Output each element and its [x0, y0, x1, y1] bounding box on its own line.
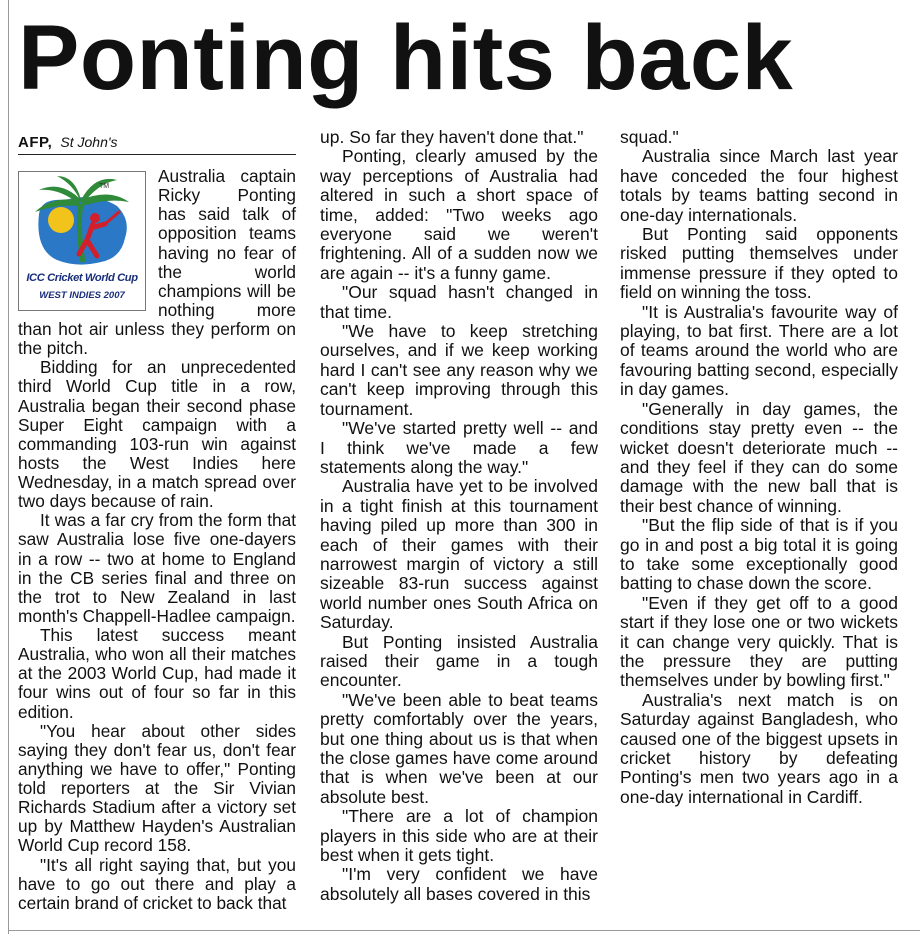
- paragraph: Australia have yet to be involved in a tight finish at this tournament having piled up more than 300 in each of their games with their narrowest margin of victory a still sizeable 83-run success against world number ones South Africa on Saturday.: [320, 476, 598, 633]
- paragraph: "Even if they get off to a good start if they lose one or two wickets it can change very quickly. That is the pressure they are putting themselves under by bowling first.": [620, 592, 898, 691]
- world-cup-logo: [18, 171, 146, 311]
- paragraph: "It is Australia's favourite way of playing, to bat first. There are a lot of teams around the world who are favouring batting second, especially in day games.: [620, 301, 898, 400]
- paragraph: "Our squad hasn't changed in that time.: [320, 282, 598, 322]
- paragraph: But Ponting said opponents risked putting themselves under immense pressure if they opted to field on winning the toss.: [620, 224, 898, 303]
- paragraph: "It's all right saying that, but you have to go out there and play a certain brand of cricket to back that: [18, 854, 296, 913]
- palm-tree-icon: [21, 174, 143, 268]
- paragraph: Australia's next match is on Saturday against Bangladesh, who caused one of the biggest upsets in cricket history by defeating Ponting's men two years ago in a one-day international in Cardiff.: [620, 689, 898, 807]
- paragraph: "But the flip side of that is if you go in and post a big total it is going to take some exceptionally good batting to chase down the score.: [620, 515, 898, 594]
- paragraph: "We have to keep stretching ourselves, and if we keep working hard I can't see any reason why we can't keep improving through this tournament.: [320, 321, 598, 419]
- paragraph: It was a far cry from the form that saw Australia lose five one-dayers in a row -- two at home to England in the CB series final and three on the trot to New Zealand in last month's Chappell-Hadlee campaign.: [18, 510, 296, 626]
- paragraph: This latest success meant Australia, who won all their matches at the 2003 World Cup, had made it four wins out of four so far in this edition.: [18, 625, 296, 722]
- column-3: [620, 128, 898, 807]
- left-border-rule: [8, 0, 9, 934]
- paragraph: Australia since March last year have conceded the four highest totals by teams batting second in one-day internationals.: [620, 146, 898, 225]
- logo-subtitle: WEST INDIES 2007: [39, 290, 125, 301]
- logo-trademark: TM: [99, 183, 110, 190]
- paragraph: "We've been able to beat teams pretty comfortably over the years, but one thing about us is that when the close games have come around that is when we've been at our absolute best.: [320, 689, 598, 807]
- paragraph: "There are a lot of champion players in this side who are at their best when it gets tight.: [320, 806, 598, 866]
- byline-place: St John's: [60, 134, 118, 150]
- paragraph: "Generally in day games, the conditions stay pretty even -- the wicket doesn't deteriorate much -- and they feel if they can do some damage with the new ball that is their best chance of winning.: [620, 398, 898, 516]
- paragraph: "You hear about other sides saying they don't fear us, don't fear anything we have to offer," Ponting told reporters at the Sir Vivian Richards Stadium after a victory set up by Matthew Hayden's Australian World Cup record 158.: [18, 720, 296, 856]
- column-2: [320, 128, 598, 904]
- paragraph: "We've started pretty well -- and I think we've made a few statements along the way.": [320, 418, 598, 477]
- byline-agency: AFP,: [18, 134, 53, 151]
- paragraph: Ponting, clearly amused by the way perceptions of Australia had altered in such a short space of time, added: "Two weeks ago everyone said we weren't frightening. All of a sudden now we are again -- it's a funny game.: [320, 146, 598, 283]
- column-1: [18, 128, 296, 913]
- byline: [18, 128, 296, 155]
- logo-title: ICC Cricket World Cup: [26, 272, 138, 284]
- headline: Ponting hits back: [18, 7, 794, 109]
- paragraph: up. So far they haven't done that.": [320, 127, 584, 147]
- paragraph: squad.": [620, 127, 679, 147]
- bottom-border-rule: [8, 930, 920, 931]
- paragraph: "I'm very confident we have absolutely all bases covered in this: [320, 864, 598, 904]
- paragraph: Australia captain Ricky Ponting has said talk of opposition teams having no fear of the world champions will be nothing more than hot air unless they perform on the pitch.: [18, 166, 296, 359]
- paragraph: But Ponting insisted Australia raised their game in a tough encounter.: [320, 631, 598, 691]
- paragraph: Bidding for an unprecedented third World Cup title in a row, Australia began their second phase Super Eight campaign with a commanding 103-run win against hosts the West Indies here Wednesday, in a match spread over two days because of rain.: [18, 357, 296, 512]
